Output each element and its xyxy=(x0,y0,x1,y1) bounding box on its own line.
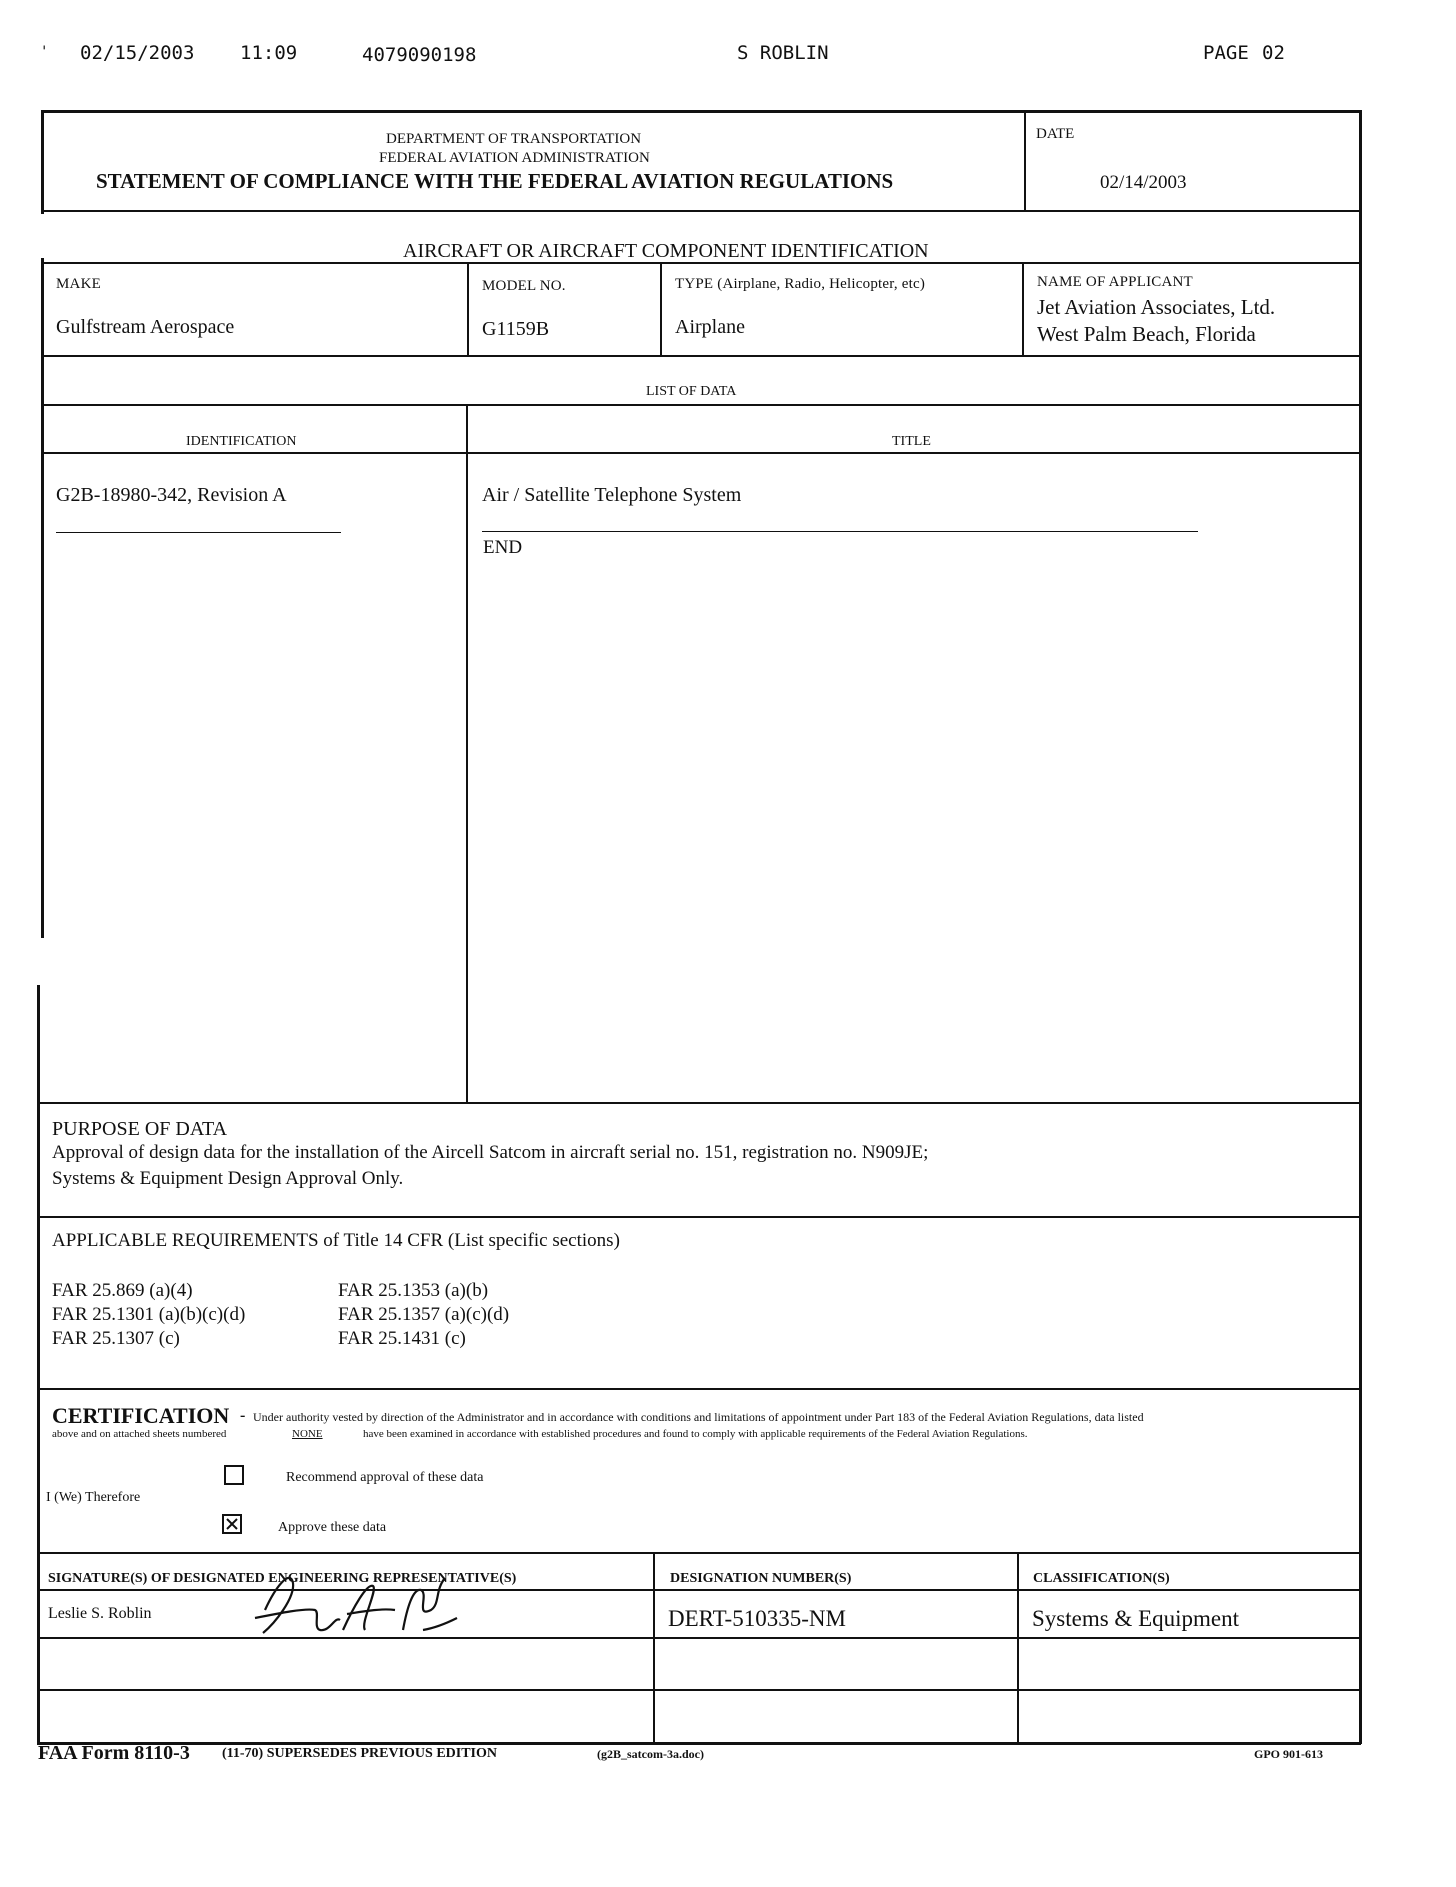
certification-text-2-post: have been examined in accordance with established procedures and found to comply with applicable requirements of the Federal Aviation Regulations. xyxy=(363,1428,1028,1440)
agency-line-1: DEPARTMENT OF TRANSPORTATION xyxy=(386,131,642,147)
fax-time: 11:09 xyxy=(240,42,298,64)
fax-bullet: ' xyxy=(40,44,49,60)
designation-header: DESIGNATION NUMBER(S) xyxy=(670,1571,852,1586)
form-edition: (11-70) SUPERSEDES PREVIOUS EDITION xyxy=(222,1746,497,1761)
certification-label: CERTIFICATION xyxy=(52,1403,230,1428)
page-title: STATEMENT OF COMPLIANCE WITH THE FEDERAL AVIATION REGULATIONS xyxy=(96,169,894,193)
identification-header: IDENTIFICATION xyxy=(186,434,297,449)
form-number: FAA Form 8110-3 xyxy=(38,1742,190,1764)
data-row-title: Air / Satellite Telephone System xyxy=(482,484,742,506)
requirement-item: FAR 25.1357 (a)(c)(d) xyxy=(338,1304,510,1325)
requirement-item: FAR 25.1353 (a)(b) xyxy=(338,1280,489,1301)
requirement-item: FAR 25.1307 (c) xyxy=(52,1328,180,1349)
recommend-checkbox[interactable] xyxy=(224,1465,244,1485)
title-header: TITLE xyxy=(892,434,931,449)
handwritten-signature xyxy=(235,1538,465,1643)
approve-checkbox[interactable] xyxy=(222,1514,242,1534)
make-label: MAKE xyxy=(56,276,101,292)
identification-underline xyxy=(56,532,341,533)
certification-text-1: Under authority vested by direction of the Administrator and in accordance with conditions and limitations of appointment under Part 183 of the Federal Aviation Regulations, data listed xyxy=(253,1410,1144,1424)
classification-value: Systems & Equipment xyxy=(1032,1606,1239,1631)
type-value: Airplane xyxy=(675,316,745,338)
title-underline xyxy=(482,531,1198,532)
certification-dash: - xyxy=(240,1407,246,1424)
certification-text-2-pre: above and on attached sheets numbered xyxy=(52,1428,227,1440)
model-value: G1159B xyxy=(482,318,550,340)
model-label: MODEL NO. xyxy=(482,278,566,294)
requirement-item: FAR 25.1301 (a)(b)(c)(d) xyxy=(52,1304,246,1325)
requirement-item: FAR 25.869 (a)(4) xyxy=(52,1280,193,1301)
date-value: 02/14/2003 xyxy=(1100,172,1187,193)
checkmark-x-icon xyxy=(224,1516,240,1532)
signature-header: SIGNATURE(S) OF DESIGNATED ENGINEERING REPRESENTATIVE(S) xyxy=(48,1571,517,1586)
fax-date: 02/15/2003 xyxy=(80,42,195,64)
list-of-data-title: LIST OF DATA xyxy=(646,384,737,399)
classification-header: CLASSIFICATION(S) xyxy=(1033,1571,1170,1586)
recommend-label: Recommend approval of these data xyxy=(286,1470,484,1485)
i-we-therefore: I (We) Therefore xyxy=(46,1490,141,1505)
gpo-number: GPO 901-613 xyxy=(1254,1747,1323,1761)
agency-line-2: FEDERAL AVIATION ADMINISTRATION xyxy=(379,150,650,166)
requirements-label: APPLICABLE REQUIREMENTS of Title 14 CFR (List specific sections) xyxy=(52,1230,620,1251)
fax-page-number: 02 xyxy=(1262,42,1285,64)
end-marker: END xyxy=(483,537,523,558)
requirement-item: FAR 25.1431 (c) xyxy=(338,1328,466,1349)
sheets-numbered: NONE xyxy=(292,1428,323,1440)
fax-sender: S ROBLIN xyxy=(737,42,829,64)
designation-number: DERT-510335-NM xyxy=(668,1606,846,1631)
purpose-line-2: Systems & Equipment Design Approval Only. xyxy=(52,1168,404,1189)
applicant-line-2: West Palm Beach, Florida xyxy=(1037,322,1256,346)
data-row-identification: G2B-18980-342, Revision A xyxy=(56,484,287,506)
der-name: Leslie S. Roblin xyxy=(48,1605,152,1622)
make-value: Gulfstream Aerospace xyxy=(56,316,235,338)
source-filename: (g2B_satcom-3a.doc) xyxy=(597,1747,704,1761)
applicant-label: NAME OF APPLICANT xyxy=(1037,274,1193,290)
fax-phone: 4079090198 xyxy=(362,44,477,66)
purpose-line-1: Approval of design data for the installation of the Aircell Satcom in aircraft serial no. 151, registration no. N909JE; xyxy=(52,1142,929,1163)
date-label: DATE xyxy=(1036,126,1075,142)
approve-label: Approve these data xyxy=(278,1520,387,1535)
fax-page-label: PAGE xyxy=(1203,42,1249,64)
type-label: TYPE (Airplane, Radio, Helicopter, etc) xyxy=(675,276,926,292)
purpose-label: PURPOSE OF DATA xyxy=(52,1118,228,1140)
identification-title: AIRCRAFT OR AIRCRAFT COMPONENT IDENTIFICATION xyxy=(403,240,929,262)
applicant-line-1: Jet Aviation Associates, Ltd. xyxy=(1037,295,1276,319)
